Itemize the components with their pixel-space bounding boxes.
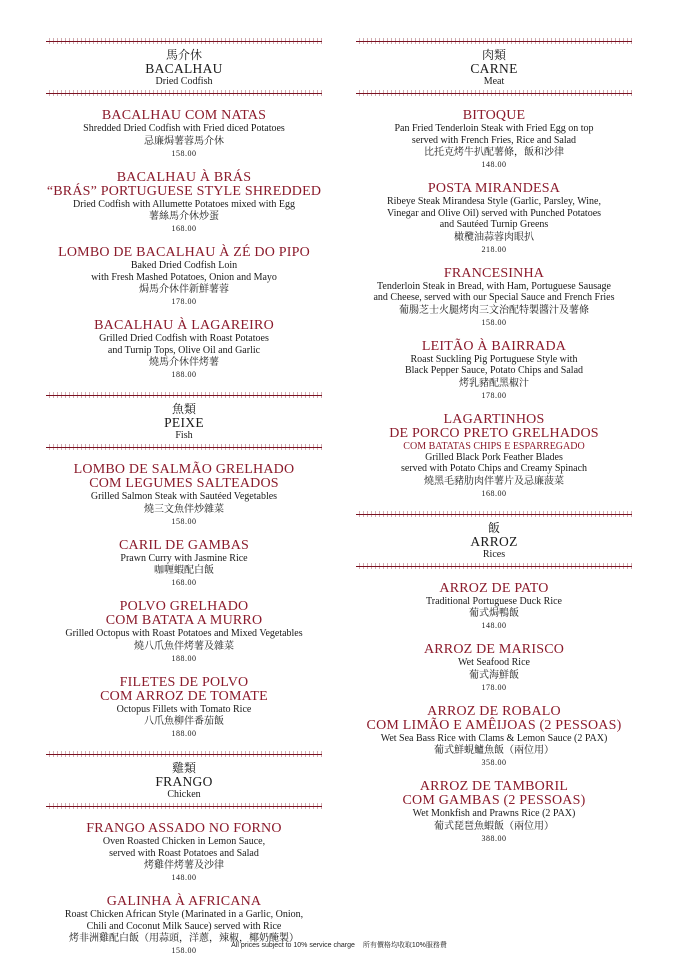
item-title: BACALHAU À BRÁS (116, 169, 252, 185)
item-title: LEITÃO À BAIRRADA (421, 338, 567, 354)
item-title: BACALHAU COM NATAS (101, 108, 267, 123)
menu-item (356, 182, 632, 255)
item-description: Chili and Coconut Milk Sauce) served with Rice (86, 920, 282, 932)
left-column (46, 38, 322, 956)
item-title: LOMBO DE BACALHAU À ZÉ DO PIPO (58, 245, 310, 260)
divider (46, 392, 322, 399)
divider (46, 444, 322, 451)
section-peixe (46, 392, 322, 451)
divider (46, 38, 322, 45)
item-description: served with Roast Potatoes and Salad (109, 847, 259, 859)
item-name-cn: 薯絲馬介休炒蛋 (149, 211, 219, 222)
service-charge-cn: 所有價格均收取10%服務費 (362, 942, 447, 949)
item-title: COM LEGUMES SALTEADOS (89, 476, 279, 491)
item-title: DE PORCO PRETO GRELHADOS (389, 425, 599, 441)
item-title: COM ARROZ DE TOMATE (100, 688, 268, 704)
section-title: BACALHAU (145, 61, 223, 76)
service-charge-en: All prices subject to 10% service charge (231, 942, 355, 949)
item-description: Roast Chicken African Style (Marinated in a Garlic, Onion, (64, 909, 304, 920)
menu-item (356, 780, 632, 844)
section-arroz (356, 511, 632, 570)
item-name-cn: 忌廉焗薯蓉馬介休 (144, 135, 224, 147)
section-frango (46, 751, 322, 810)
item-name-cn: 八爪魚柳伴番茄飯 (144, 716, 224, 727)
item-title: COM BATATA A MURRO (105, 613, 263, 628)
item-price: 178.00 (481, 390, 507, 400)
item-price: 158.00 (171, 516, 197, 526)
menu-item (46, 109, 322, 159)
item-name-cn: 葡式琵琶魚蝦飯（兩位用） (434, 820, 554, 832)
item-name-cn: 烤乳豬配黑椒汁 (459, 377, 529, 389)
menu-item (46, 246, 322, 307)
menu-item (46, 600, 322, 664)
section-title: PEIXE (164, 415, 204, 430)
item-price: 168.00 (481, 488, 507, 498)
item-description: Wet Seafood Rice (458, 657, 530, 668)
item-description: Grilled Dried Codfish with Roast Potatoes (99, 333, 269, 344)
item-subtitle: COM BATATAS CHIPS E ESPARREGADO (403, 440, 585, 452)
item-title: FRANCESINHA (443, 265, 545, 281)
item-description: Prawn Curry with Jasmine Rice (120, 552, 248, 564)
item-description: Ribeye Steak Mirandesa Style (Garlic, Parsley, Wine, (387, 196, 601, 207)
item-title: ARROZ DE MARISCO (423, 642, 565, 657)
item-description: Wet Monkfish and Prawns Rice (2 PAX) (412, 808, 576, 819)
section-title-cn: 肉類 (481, 48, 506, 62)
item-name-cn: 葡式焗鴨飯 (469, 608, 519, 619)
divider (46, 751, 322, 758)
divider (356, 38, 632, 45)
item-price: 158.00 (481, 317, 507, 327)
item-description: and Sautéed Turnip Greens (439, 219, 549, 230)
menu-item (46, 171, 322, 235)
item-name-cn: 燒八爪魚伴烤薯及雜菜 (134, 640, 234, 652)
item-title: BITOQUE (462, 108, 526, 123)
item-name-cn: 咖喱蝦配白飯 (154, 565, 214, 576)
item-title: LOMBO DE SALMÃO GRELHADO (73, 462, 295, 477)
divider (46, 803, 322, 810)
menu-item (46, 822, 322, 883)
item-price: 188.00 (171, 729, 197, 738)
item-description: Vinegar and Olive Oil) served with Punched Potatoes (386, 207, 602, 219)
item-price: 188.00 (171, 653, 197, 663)
section-title-cn: 馬介休 (165, 48, 202, 62)
section-title: CARNE (470, 61, 518, 76)
item-title: FILETES DE POLVO (119, 674, 249, 690)
section-title-cn: 雞類 (171, 761, 196, 775)
item-name-cn: 葡式鮮蜆鱸魚飯（兩位用） (434, 745, 554, 756)
item-description: Roast Suckling Pig Portuguese Style with (410, 353, 578, 365)
item-price: 168.00 (171, 224, 197, 233)
item-title: POLVO GRELHADO (119, 599, 249, 614)
item-name-cn: 燒黑毛豬肋肉伴薯片及忌廉菠菜 (424, 475, 564, 487)
item-title: COM LIMÃO E AMÊIJOAS (2 PESSOAS) (366, 717, 622, 733)
item-title: FRANGO ASSADO NO FORNO (86, 821, 282, 836)
item-description: with Fresh Mashed Potatoes, Onion and Mayo (91, 271, 277, 283)
item-price: 358.00 (481, 758, 507, 767)
item-description: Pan Fried Tenderloin Steak with Fried Egg on top (394, 123, 594, 134)
item-description: Black Pepper Sauce, Potato Chips and Salad (404, 365, 584, 376)
item-description: Shredded Dried Codfish with Fried diced Potatoes (83, 123, 285, 134)
item-name-cn: 橄欖油蒜蓉肉眼扒 (454, 231, 534, 243)
item-description: and Turnip Tops, Olive Oil and Garlic (107, 344, 261, 356)
item-name-cn: 比托克烤牛扒配薯條，飯和沙律 (424, 147, 564, 158)
section-subtitle: Dried Codfish (155, 76, 213, 87)
section-subtitle: Fish (175, 430, 193, 441)
divider (356, 90, 632, 97)
section-title: ARROZ (470, 533, 518, 549)
item-price: 158.00 (171, 946, 197, 955)
item-description: Tenderloin Steak in Bread, with Ham, Portuguese Sausage (377, 280, 611, 292)
item-title: ARROZ DE PATO (439, 580, 549, 596)
menu-item (356, 413, 632, 499)
menu-item (46, 463, 322, 527)
divider (356, 563, 632, 570)
item-title: POSTA MIRANDESA (427, 181, 561, 196)
item-description: Oven Roasted Chicken in Lemon Sauce, (102, 836, 266, 847)
menu-item (356, 267, 632, 328)
menu-item (46, 319, 322, 380)
menu-item (46, 539, 322, 589)
item-description: Octopus Fillets with Tomato Rice (116, 703, 252, 715)
item-title: COM GAMBAS (2 PESSOAS) (402, 793, 586, 808)
item-price: 388.00 (481, 833, 507, 843)
item-name-cn: 焗馬介休伴新鮮薯蓉 (139, 284, 229, 295)
section-subtitle: Meat (483, 76, 505, 87)
menu-item (46, 676, 322, 740)
item-description: Grilled Salmon Steak with Sautéed Vegetables (90, 491, 278, 502)
item-description: Baked Dried Codfish Loin (130, 260, 238, 271)
item-price: 188.00 (171, 370, 197, 379)
item-title: ARROZ DE TAMBORIL (419, 779, 569, 794)
item-price: 148.00 (481, 621, 507, 630)
item-description: Grilled Octopus with Roast Potatoes and Mixed Vegetables (65, 628, 303, 639)
item-name-cn: 燒三文魚伴炒雜菜 (144, 503, 224, 515)
section-subtitle: Chicken (167, 789, 201, 800)
item-price: 178.00 (481, 682, 507, 692)
right-column (356, 38, 632, 844)
item-title: LAGARTINHOS (443, 411, 545, 427)
item-title: BACALHAU À LAGAREIRO (94, 318, 274, 333)
section-title-cn: 魚類 (171, 402, 196, 416)
item-name-cn: 燒馬介休伴烤薯 (149, 357, 219, 368)
item-name-cn: 葡式海鮮飯 (469, 669, 519, 681)
service-charge-note (0, 940, 678, 950)
item-price: 148.00 (171, 873, 197, 882)
divider (356, 511, 632, 518)
menu-item (356, 340, 632, 401)
item-price: 168.00 (171, 578, 197, 587)
item-price: 178.00 (171, 297, 197, 306)
item-description: Dried Codfish with Allumette Potatoes mixed with Egg (73, 198, 295, 210)
section-subtitle: Rices (482, 548, 506, 560)
item-title: “BRÁS” PORTUGUESE STYLE SHREDDED (46, 183, 322, 199)
section-bacalhau (46, 38, 322, 97)
menu-item (356, 643, 632, 693)
section-title: FRANGO (155, 774, 213, 789)
menu-item (356, 705, 632, 769)
menu-item (356, 109, 632, 170)
menu-item (356, 582, 632, 632)
item-title: ARROZ DE ROBALO (427, 703, 561, 719)
item-name-cn: 烤非洲雞配白飯（用蒜頭，洋蔥，辣椒，椰奶醃製） (69, 933, 299, 944)
section-title-cn: 飯 (487, 520, 500, 535)
item-description: Grilled Black Pork Feather Blades (425, 451, 563, 463)
item-description: served with Potato Chips and Creamy Spinach (400, 463, 588, 474)
item-description: served with French Fries, Rice and Salad (411, 134, 577, 146)
item-description: and Cheese, served with our Special Sauce and French Fries (373, 292, 615, 303)
item-title: CARIL DE GAMBAS (118, 537, 250, 553)
item-description: Traditional Portuguese Duck Rice (425, 595, 562, 607)
item-name-cn: 烤雞伴烤薯及沙律 (144, 860, 224, 871)
item-name-cn: 葡腸芝士火腿烤肉三文治配特製醬汁及薯條 (399, 304, 589, 316)
item-description: Wet Sea Bass Rice with Clams & Lemon Sauce (2 PAX) (380, 732, 608, 744)
item-title: GALINHA À AFRICANA (106, 894, 262, 909)
divider (46, 90, 322, 97)
section-carne (356, 38, 632, 97)
item-price: 158.00 (171, 148, 197, 158)
item-price: 218.00 (481, 244, 507, 254)
item-price: 148.00 (481, 160, 507, 169)
